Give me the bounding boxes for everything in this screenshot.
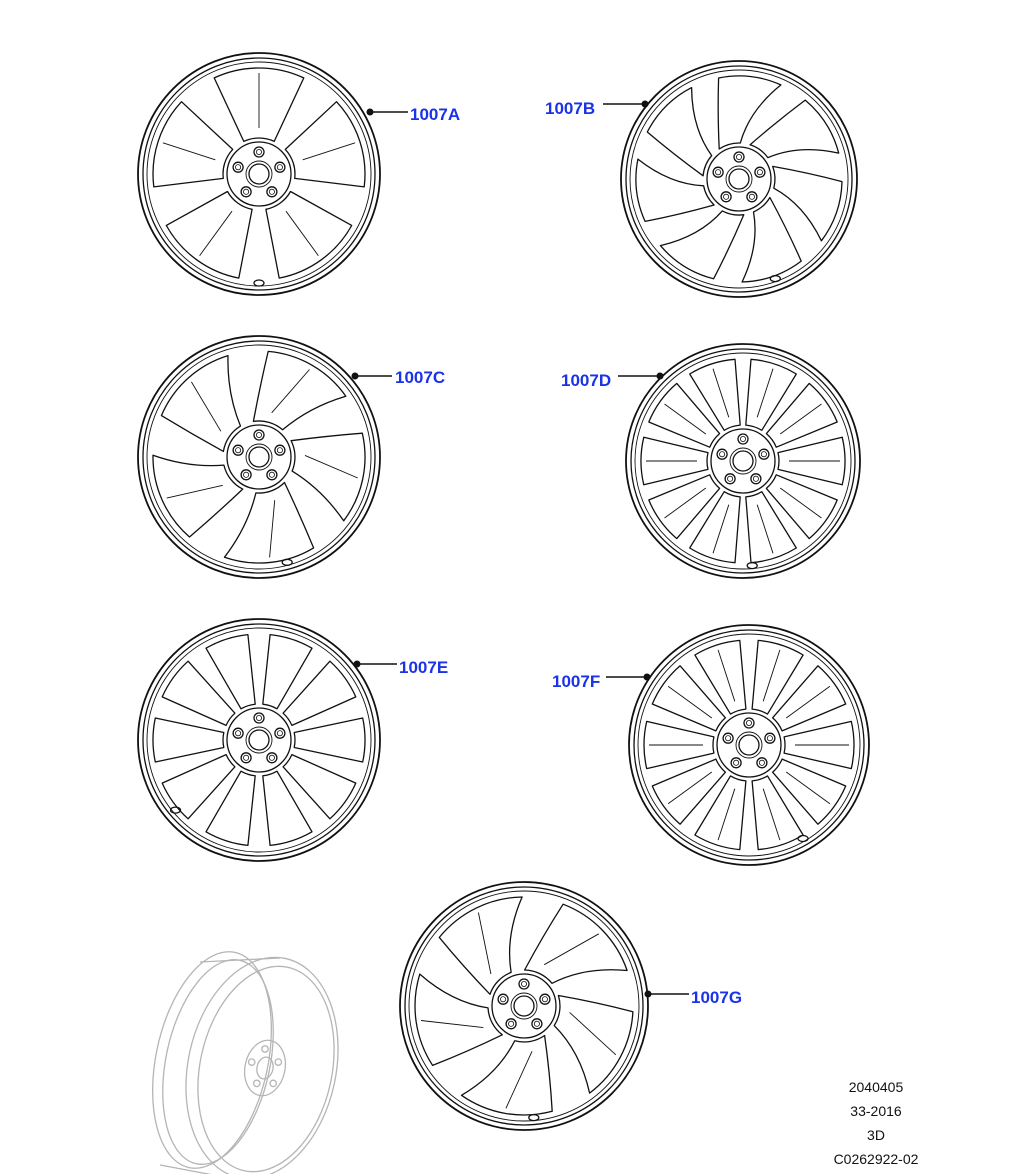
- leader-dot-1007f: [644, 674, 650, 680]
- leader-dot-1007b: [642, 101, 648, 107]
- callout-1007a: 1007A: [410, 105, 461, 124]
- leader-dot-1007a: [367, 109, 373, 115]
- leader-lines: [352, 101, 689, 997]
- leader-dot-1007e: [354, 661, 360, 667]
- rim-perspective-illustration: [134, 941, 357, 1174]
- callout-1007d: 1007D: [561, 371, 612, 390]
- wheels-group: [134, 53, 869, 1174]
- wheel-1007f: [629, 625, 869, 865]
- callout-1007f: 1007F: [552, 672, 601, 691]
- wheel-1007g: [400, 882, 648, 1130]
- wheel-1007e: [138, 619, 380, 861]
- callout-1007b: 1007B: [545, 99, 596, 118]
- reference-line-3: 3D: [867, 1127, 885, 1143]
- reference-line-2: 33-2016: [850, 1103, 902, 1119]
- callout-1007g: 1007G: [691, 988, 743, 1007]
- leader-dot-1007d: [657, 373, 663, 379]
- wheel-1007b: [621, 61, 857, 297]
- wheel-1007c: [138, 336, 380, 578]
- reference-line-4: C0262922-02: [833, 1151, 919, 1167]
- leader-dot-1007g: [645, 991, 651, 997]
- wheel-1007a: [138, 53, 380, 295]
- leader-dot-1007c: [352, 373, 358, 379]
- reference-line-1: 2040405: [848, 1079, 904, 1095]
- callout-1007c: 1007C: [395, 368, 446, 387]
- callout-1007e: 1007E: [399, 658, 449, 677]
